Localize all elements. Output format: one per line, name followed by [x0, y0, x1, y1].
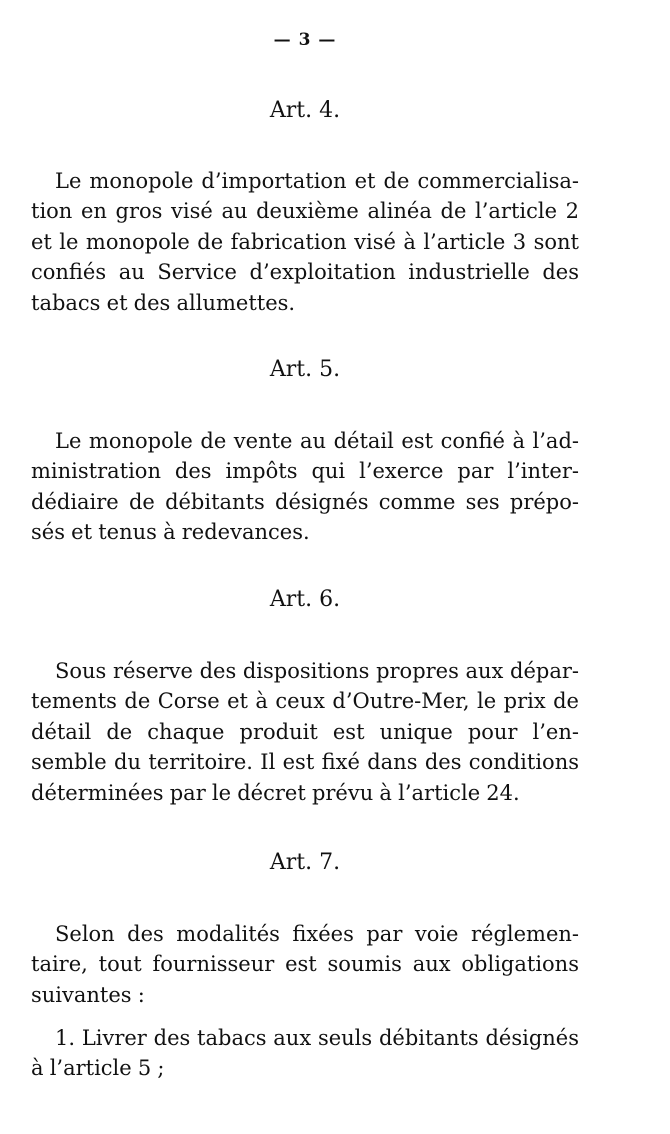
article-7-paragraph: Selon des modalités fixées par voie réglementaire, tout fournisseur est soumis aux obligations suivantes : — [31, 922, 579, 1007]
article-6-title: Art. 6. — [269, 587, 341, 612]
article-5-paragraph: Le monopole de vente au détail est confié à l’administration des impôts qui l’exerce par l’interdédiaire de débitants désignés comme ses préposés et tenus à redevances. — [31, 429, 579, 545]
article-5-title: Art. 5. — [269, 357, 341, 382]
article-4-paragraph: Le monopole d’importation et de commercialisation en gros visé au deuxième alinéa de l’article 2 et le monopole de fabrication visé à l’article 3 sont confiés au Service d’exploitation industrielle des tabacs et des allumettes. — [31, 169, 579, 315]
article-7-title: Art. 7. — [269, 850, 341, 875]
article-6-paragraph: Sous réserve des dispositions propres aux départements de Corse et à ceux d’Outre-Mer, le prix de détail de chaque produit est unique pour l’ensemble du territoire. Il est fixé dans des conditions déterminées par le décret prévu à l’article 24. — [31, 659, 579, 805]
article-7-list-item-1: 1. Livrer des tabacs aux seuls débitants désignés à l’article 5 ; — [31, 1026, 579, 1081]
article-4-title: Art. 4. — [269, 98, 341, 123]
page-number: — 3 — — [273, 30, 337, 50]
